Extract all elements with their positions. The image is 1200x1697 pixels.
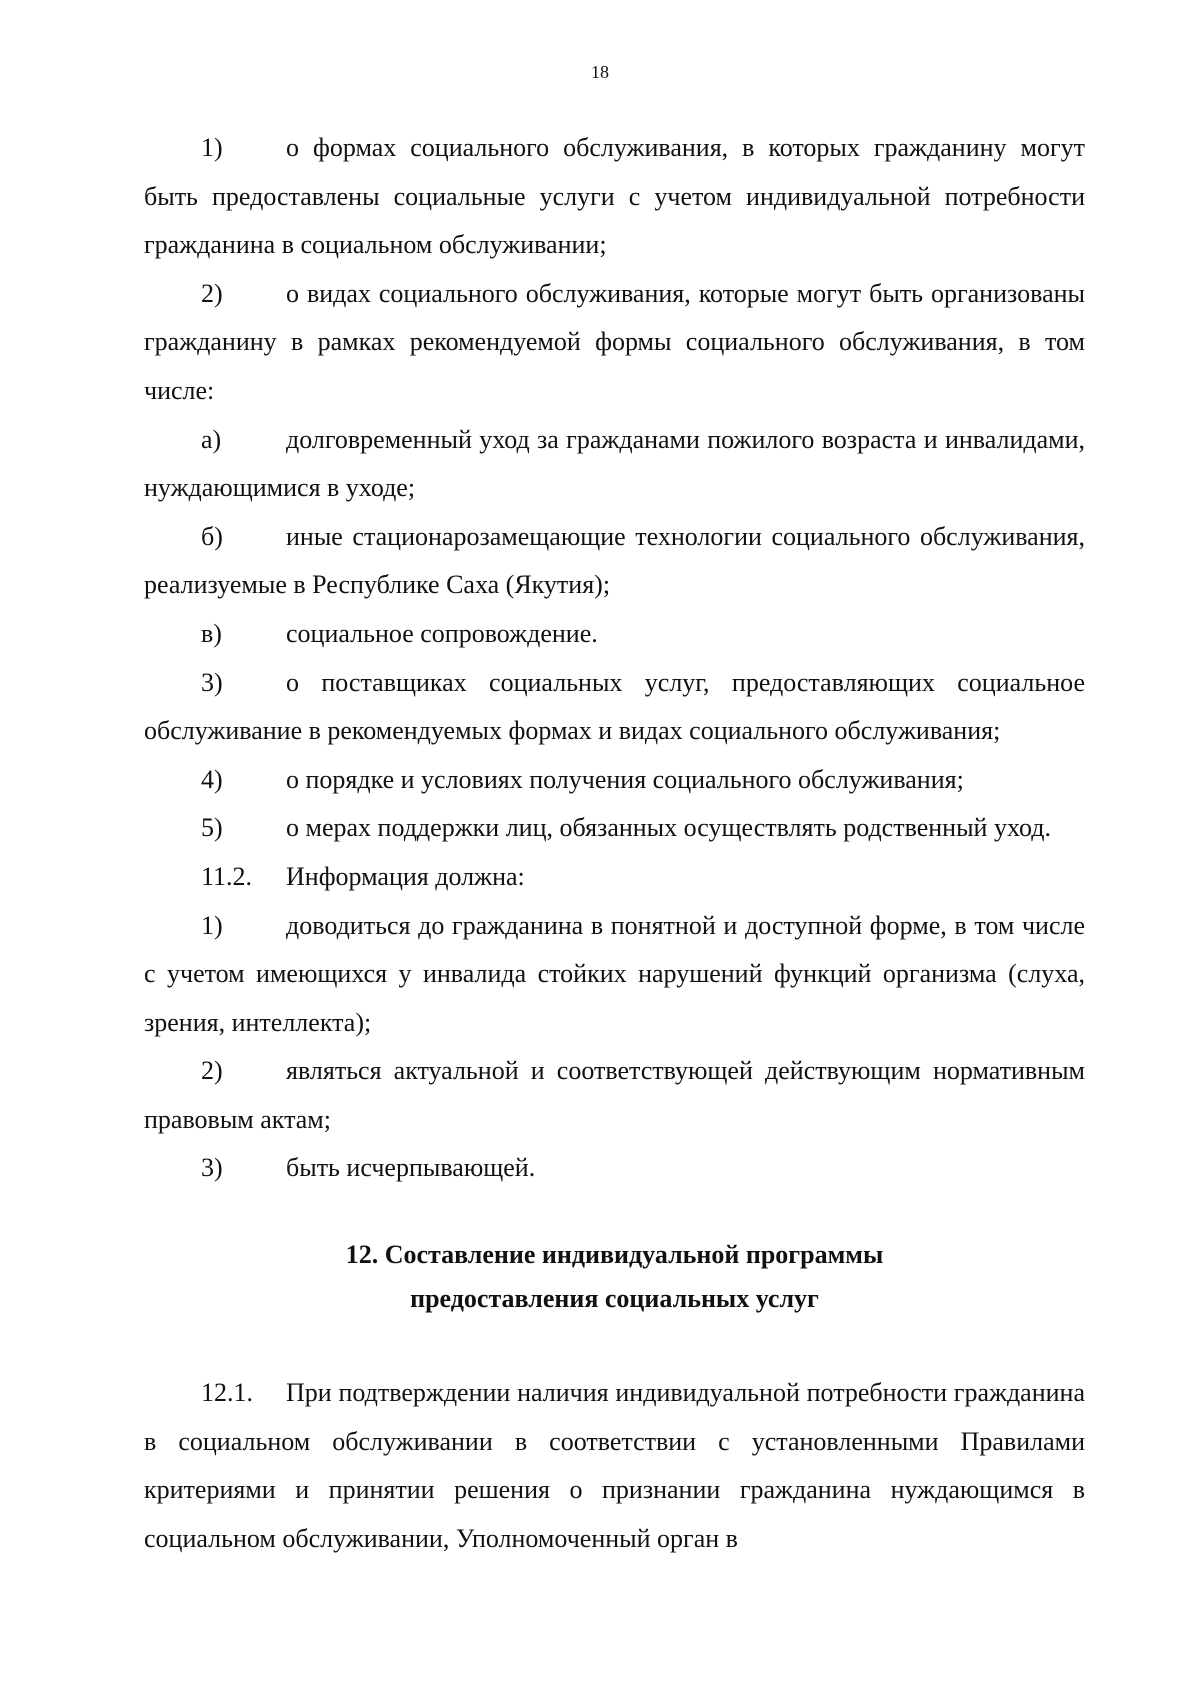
section-heading-line-1: 12. Составление индивидуальной программы	[345, 1240, 884, 1270]
list-item	[144, 756, 1085, 805]
list-item	[144, 902, 1085, 1048]
list-item-text: о формах социального обслуживания, в которых гражданину могут быть предоставлены социальные услуги с учетом индивидуальной потребности гражданина в социальном обслуживании;	[144, 133, 1085, 260]
list-item	[144, 804, 1085, 853]
list-item	[144, 659, 1085, 756]
section-heading	[144, 1233, 1085, 1321]
clause-text: Информация должна:	[286, 861, 525, 891]
list-marker: 5)	[201, 813, 223, 843]
section-heading-line-2: предоставления социальных услуг	[410, 1284, 819, 1314]
list-item-text: о порядке и условиях получения социального обслуживания;	[286, 764, 964, 794]
list-marker: в)	[201, 618, 222, 648]
list-item-text: о мерах поддержки лиц, обязанных осуществлять родственный уход.	[286, 813, 1051, 843]
document-body	[144, 124, 1085, 1563]
list-item	[144, 270, 1085, 416]
list-marker: 1)	[201, 133, 223, 162]
clause-number: 11.2.	[201, 861, 253, 891]
list-marker: б)	[201, 521, 223, 551]
list-marker: 3)	[201, 1153, 223, 1183]
list-item	[144, 1144, 1085, 1193]
list-marker: 2)	[201, 278, 223, 308]
list-item	[144, 416, 1085, 513]
list-marker: а)	[201, 424, 222, 454]
list-marker: 1)	[201, 910, 223, 940]
list-item-text: социальное сопровождение.	[286, 618, 598, 648]
clause-paragraph	[144, 1369, 1085, 1563]
list-item	[144, 1047, 1085, 1144]
clause-number: 12.1.	[201, 1378, 253, 1408]
list-marker: 2)	[201, 1056, 223, 1086]
list-item-text: о поставщиках социальных услуг, предоставляющих социальное обслуживание в рекомендуемых формах и видах социального обслуживания;	[144, 667, 1085, 746]
clause-text: При подтверждении наличия индивидуальной потребности гражданина в социальном обслуживании в соответствии с установленными Правилами критериями и принятии решения о признании гражданина нуждающимся в социальном обслуживании, Уполномоченный орган в	[144, 1378, 1085, 1553]
list-item-text: являться актуальной и соответствующей действующим нормативным правовым актам;	[144, 1056, 1085, 1134]
list-item-text: быть исчерпывающей.	[286, 1153, 536, 1183]
clause-paragraph	[144, 853, 1085, 902]
list-item	[144, 610, 1085, 659]
list-item-text: доводиться до гражданина в понятной и доступной форме, в том числе с учетом имеющихся у инвалида стойких нарушений функций организма (слуха, зрения, интеллекта);	[144, 910, 1085, 1037]
list-marker: 4)	[201, 764, 223, 794]
list-item-text: долговременный уход за гражданами пожилого возраста и инвалидами, нуждающимися в уходе;	[144, 424, 1085, 503]
page-number: 18	[591, 62, 609, 82]
list-item-text: о видах социального обслуживания, которые могут быть организованы гражданину в рамках рекомендуемой формы социального обслуживания, в том числе:	[144, 278, 1085, 405]
list-item	[144, 513, 1085, 610]
list-item-text: иные стационарозамещающие технологии социального обслуживания, реализуемые в Республике Саха (Якутия);	[144, 521, 1085, 600]
list-marker: 3)	[201, 667, 223, 697]
list-item	[144, 124, 1085, 270]
